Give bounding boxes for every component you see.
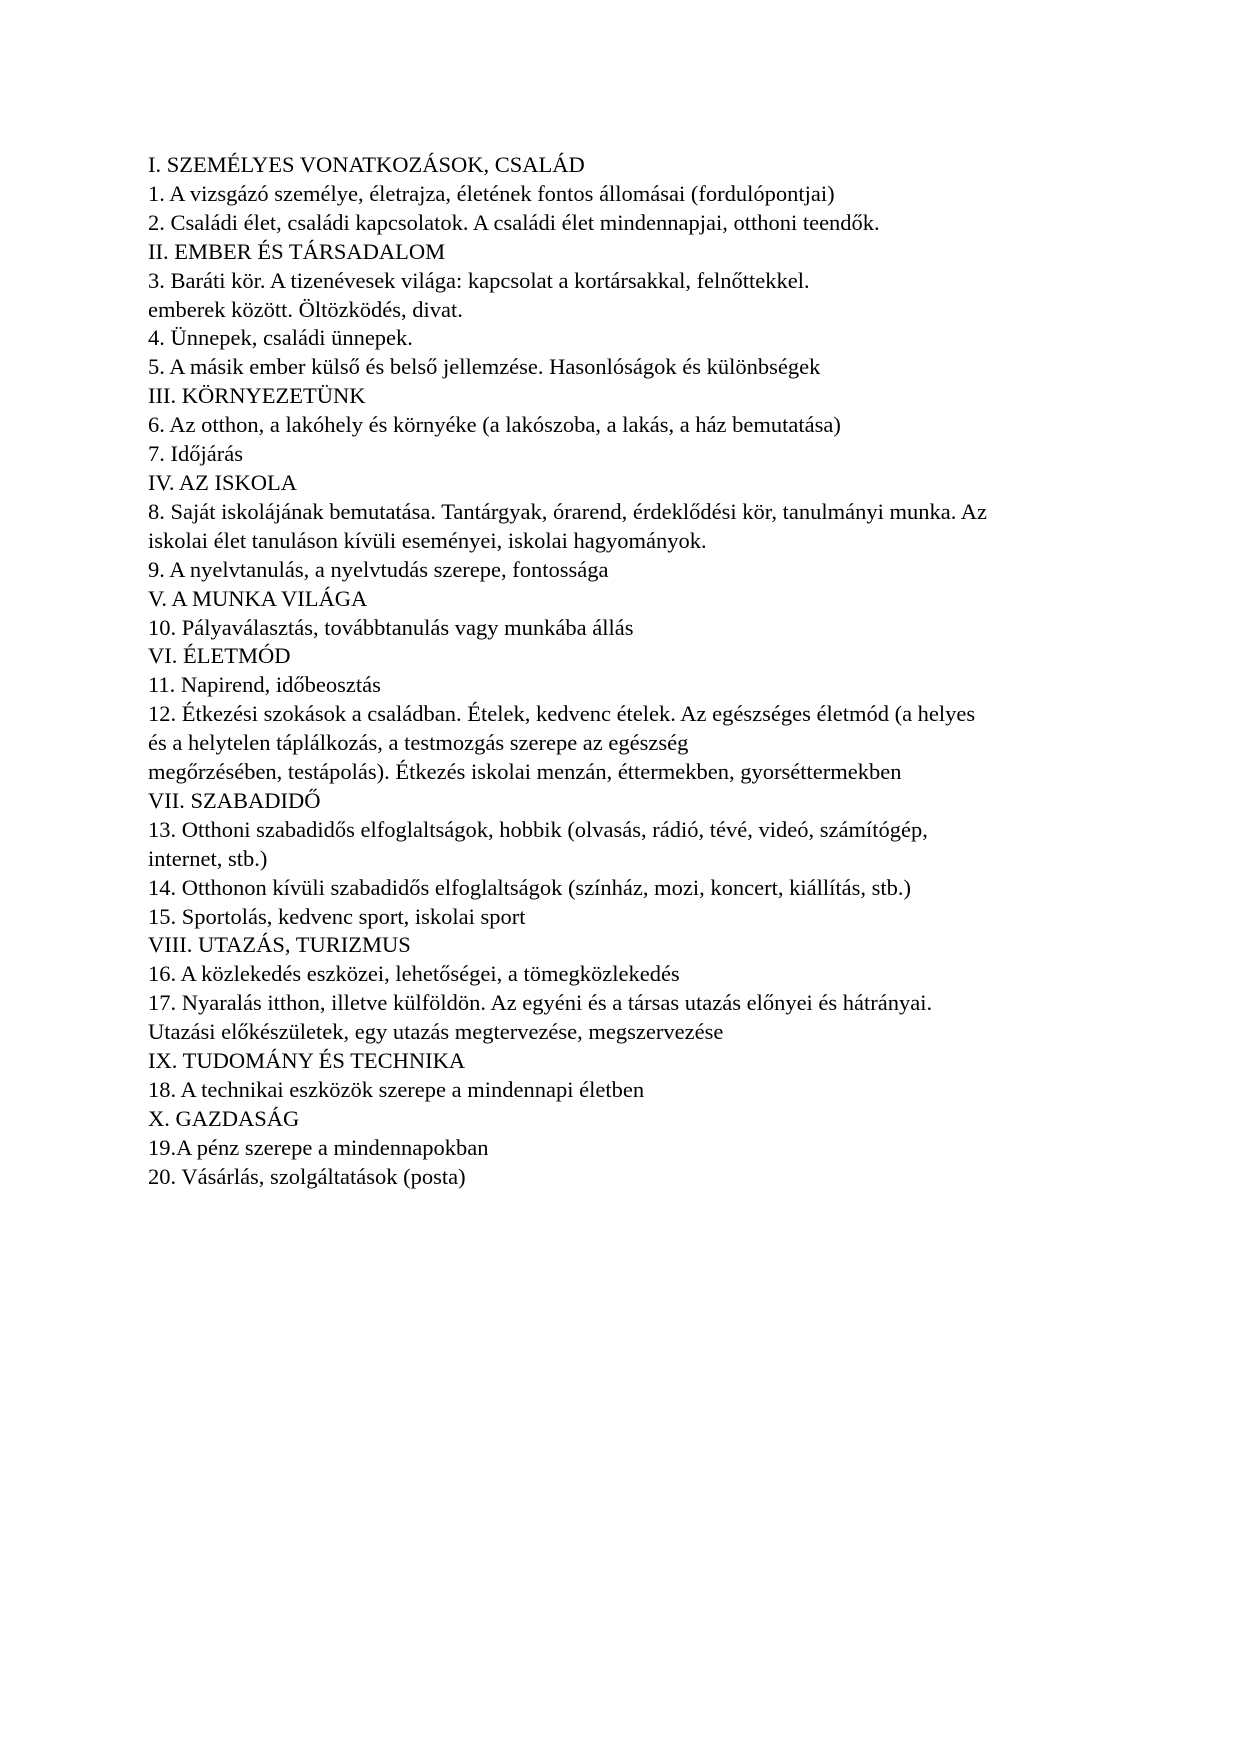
topic-item: 15. Sportolás, kedvenc sport, iskolai sport <box>148 903 526 929</box>
section-heading: VIII. UTAZÁS, TURIZMUS <box>148 932 411 958</box>
topic-item: 19.A pénz szerepe a mindennapokban <box>148 1134 489 1160</box>
topic-item: 11. Napirend, időbeosztás <box>148 672 381 698</box>
topic-item: 8. Saját iskolájának bemutatása. Tantárgyak, órarend, érdeklődési kör, tanulmányi munka. Az <box>148 498 987 524</box>
topic-item: 4. Ünnepek, családi ünnepek. <box>148 325 413 351</box>
topic-item-continuation: iskolai élet tanuláson kívüli eseményei, iskolai hagyományok. <box>148 527 707 553</box>
section-heading: VI. ÉLETMÓD <box>148 643 291 669</box>
topic-item: 9. A nyelvtanulás, a nyelvtudás szerepe, fontossága <box>148 556 609 582</box>
topic-item-continuation: emberek között. Öltözködés, divat. <box>148 296 463 322</box>
topic-item: 2. Családi élet, családi kapcsolatok. A családi élet mindennapjai, otthoni teendők. <box>148 209 880 235</box>
section-heading: III. KÖRNYEZETÜNK <box>148 383 366 409</box>
section-heading: IV. AZ ISKOLA <box>148 469 297 495</box>
topic-item: 3. Baráti kör. A tizenévesek világa: kapcsolat a kortársakkal, felnőttekkel. <box>148 267 810 293</box>
section-heading: II. EMBER ÉS TÁRSADALOM <box>148 238 446 264</box>
topic-list <box>148 151 1108 1192</box>
topic-item: 10. Pályaválasztás, továbbtanulás vagy munkába állás <box>148 614 634 640</box>
topic-item: 20. Vásárlás, szolgáltatások (posta) <box>148 1163 466 1189</box>
topic-item: 13. Otthoni szabadidős elfoglaltságok, hobbik (olvasás, rádió, tévé, videó, számítógép, <box>148 816 928 842</box>
topic-item: 6. Az otthon, a lakóhely és környéke (a lakószoba, a lakás, a ház bemutatása) <box>148 412 841 438</box>
topic-item: 1. A vizsgázó személye, életrajza, életének fontos állomásai (fordulópontjai) <box>148 180 835 206</box>
section-heading: I. SZEMÉLYES VONATKOZÁSOK, CSALÁD <box>148 152 585 177</box>
section-heading: VII. SZABADIDŐ <box>148 787 321 813</box>
section-heading: IX. TUDOMÁNY ÉS TECHNIKA <box>148 1048 466 1074</box>
topic-item-continuation: és a helytelen táplálkozás, a testmozgás szerepe az egészség <box>148 730 689 756</box>
topic-item-continuation: megőrzésében, testápolás). Étkezés iskolai menzán, éttermekben, gyorséttermekben <box>148 759 902 785</box>
topic-item: 14. Otthonon kívüli szabadidős elfoglaltságok (színház, mozi, koncert, kiállítás, stb.) <box>148 874 911 900</box>
topic-item-continuation: internet, stb.) <box>148 845 268 871</box>
topic-item: 7. Időjárás <box>148 441 243 467</box>
section-heading: V. A MUNKA VILÁGA <box>148 585 368 611</box>
topic-item: 16. A közlekedés eszközei, lehetőségei, a tömegközlekedés <box>148 961 680 987</box>
topic-item: 18. A technikai eszközök szerepe a mindennapi életben <box>148 1077 645 1102</box>
topic-item: 5. A másik ember külső és belső jellemzése. Hasonlóságok és különbségek <box>148 354 821 380</box>
section-heading: X. GAZDASÁG <box>148 1105 300 1131</box>
topic-item: 12. Étkezési szokások a családban. Ételek, kedvenc ételek. Az egészséges életmód (a helyes <box>148 701 976 727</box>
topic-item: 17. Nyaralás itthon, illetve külföldön. Az egyéni és a társas utazás előnyei és hátrányai. <box>148 990 933 1016</box>
topic-item-continuation: Utazási előkészületek, egy utazás megtervezése, megszervezése <box>148 1019 724 1045</box>
